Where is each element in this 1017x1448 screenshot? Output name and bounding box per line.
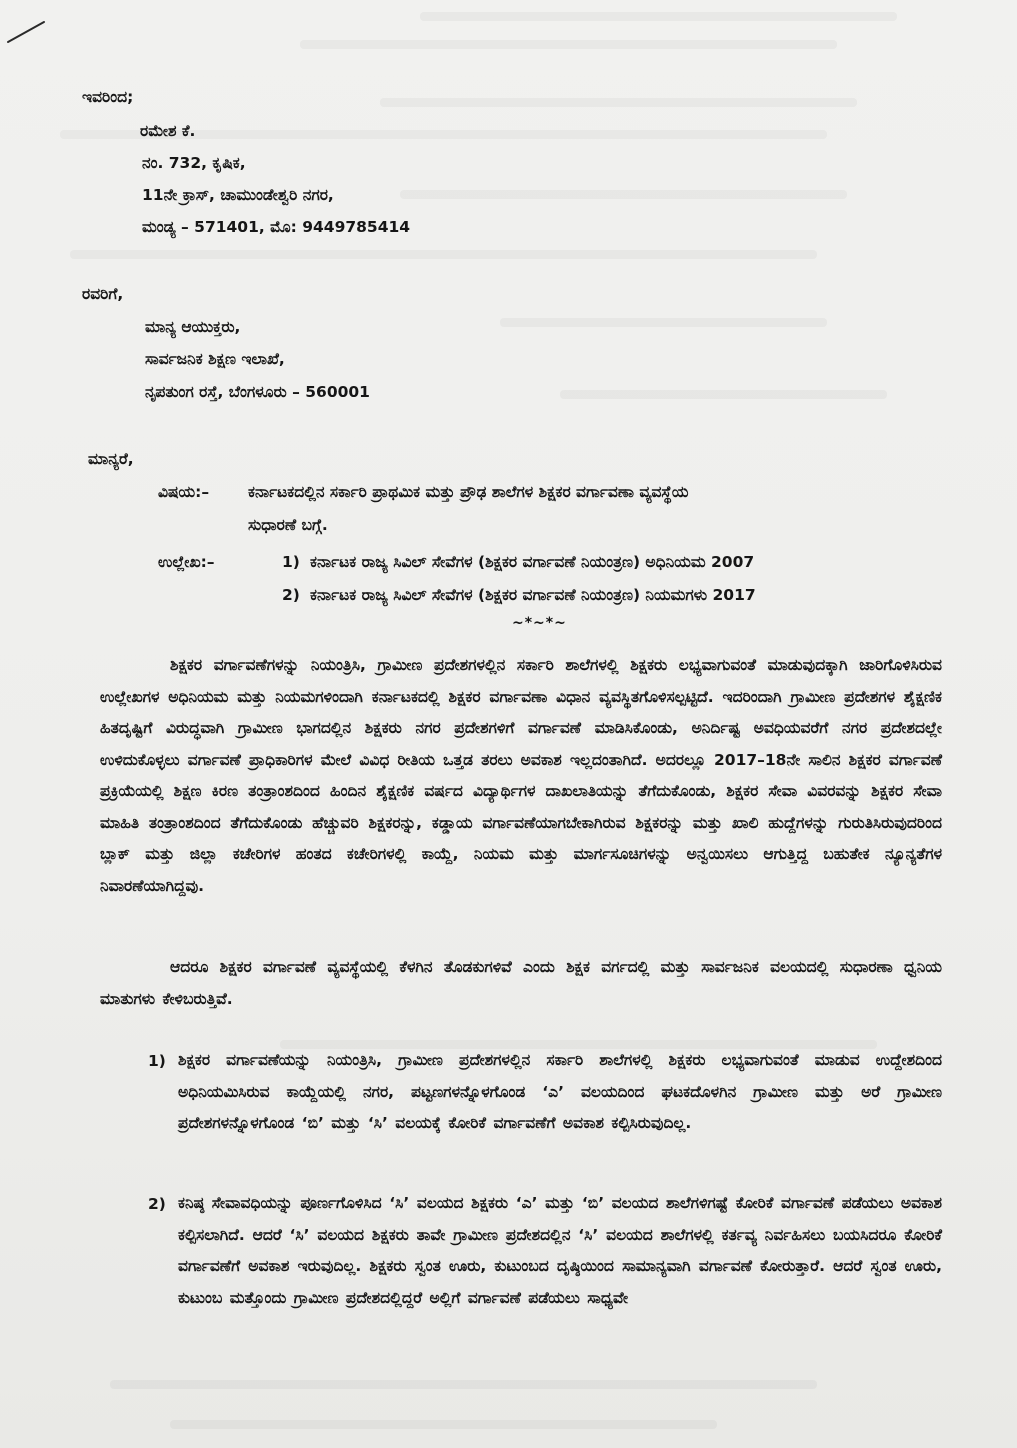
point-text-2: ಕನಿಷ್ಠ ಸೇವಾವಧಿಯನ್ನು ಪೂರ್ಣಗೊಳಿಸಿದ ‘ಸಿ’ ವಲಯದ ಶಿಕ್ಷಕರು ‘ಎ’ ಮತ್ತು ‘ಬಿ’ ವಲಯದ ಶಾಲೆಗಳಿಗಷ್ಟೆ ಕೋರಿಕೆ ವರ್ಗಾವಣೆ ಪಡೆಯಲು ಅವಕಾಶ ಕಲ್ಪಿಸಲಾಗಿದೆ. ಆದರೆ ‘ಸಿ’ ವಲಯದ ಶಿಕ್ಷಕರು ತಾವೇ ಗ್ರಾಮೀಣ ಪ್ರದೇಶದಲ್ಲಿನ ‘ಸಿ’ ವಲಯದ ಶಾಲೆಗಳಲ್ಲಿ ಕರ್ತವ್ಯ ನಿರ್ವಹಿಸಲು ಬಯಸಿದರೂ ಕೋರಿಕೆ ವರ್ಗಾವಣೆಗೆ ಅವಕಾಶ ಇರುವುದಿಲ್ಲ. ಶಿಕ್ಷಕರು ಸ್ವಂತ ಊರು, ಕುಟುಂಬದ ದೃಷ್ಠಿಯಿಂದ ಸಾಮಾನ್ಯವಾಗಿ ವರ್ಗಾವಣೆ ಕೋರುತ್ತಾರೆ. ಆದರೆ ಸ್ವಂತ ಊರು, ಕುಟುಂಬ ಮತ್ತೊಂದು ಗ್ರಾಮೀಣ ಪ್ರದೇಶದಲ್ಲಿದ್ದರೆ ಅಲ್ಲಿಗೆ ವರ್ಗಾವಣೆ ಪಡೆಯಲು ಸಾಧ್ಯವೇ [178, 1194, 942, 1307]
show-through-line [420, 12, 897, 21]
show-through-line [500, 318, 827, 327]
body-paragraph-1: ಶಿಕ್ಷಕರ ವರ್ಗಾವಣೆಗಳನ್ನು ನಿಯಂತ್ರಿಸಿ, ಗ್ರಾಮೀಣ ಪ್ರದೇಶಗಳಲ್ಲಿನ ಸರ್ಕಾರಿ ಶಾಲೆಗಳಲ್ಲಿ ಶಿಕ್ಷಕರು ಲಭ್ಯವಾಗುವಂತೆ ಮಾಡುವುದಕ್ಕಾಗಿ ಜಾರಿಗೊಳಿಸಿರುವ ಉಲ್ಲೇಖಗಳ ಅಧಿನಿಯಮ ಮತ್ತು ನಿಯಮಗಳಿಂದಾಗಿ ಕರ್ನಾಟಕದಲ್ಲಿ ಶಿಕ್ಷಕರ ವರ್ಗಾವಣಾ ವಿಧಾನ ವ್ಯವಸ್ಥಿತಗೊಳಿಸಲ್ಪಟ್ಟಿದೆ. ಇದರಿಂದಾಗಿ ಗ್ರಾಮೀಣ ಪ್ರದೇಶಗಳ ಶೈಕ್ಷಣಿಕ ಹಿತದೃಷ್ಟಿಗೆ ವಿರುದ್ಧವಾಗಿ ಗ್ರಾಮೀಣ ಭಾಗದಲ್ಲಿನ ಶಿಕ್ಷಕರು ನಗರ ಪ್ರದೇಶಗಳಿಗೆ ವರ್ಗಾವಣೆ ಮಾಡಿಸಿಕೊಂಡು, ಅನಿರ್ದಿಷ್ಟ ಅವಧಿಯವರೆಗೆ ನಗರ ಪ್ರದೇಶದಲ್ಲೇ ಉಳಿದುಕೊಳ್ಳಲು ವರ್ಗಾವಣೆ ಪ್ರಾಧಿಕಾರಿಗಳ ಮೇಲೆ ವಿವಿಧ ರೀತಿಯ ಒತ್ತಡ ತರಲು ಅವಕಾಶ ಇಲ್ಲದಂತಾಗಿದೆ. ಅದರಲ್ಲೂ 2017–18ನೇ ಸಾಲಿನ ಶಿಕ್ಷಕರ ವರ್ಗಾವಣೆ ಪ್ರಕ್ರಿಯೆಯಲ್ಲಿ ಶಿಕ್ಷಣ ಕಿರಣ ತಂತ್ರಾಂಶದಿಂದ ಹಿಂದಿನ ಶೈಕ್ಷಣಿಕ ವರ್ಷದ ವಿದ್ಯಾರ್ಥಿಗಳ ದಾಖಲಾತಿಯನ್ನು ತೆಗೆದುಕೊಂಡು, ಶಿಕ್ಷಕರ ಸೇವಾ ವಿವರವನ್ನು ಶಿಕ್ಷಕರ ಸೇವಾ ಮಾಹಿತಿ ತಂತ್ರಾಂಶದಿಂದ ತೆಗೆದುಕೊಂಡು ಹೆಚ್ಚುವರಿ ಶಿಕ್ಷಕರನ್ನು, ಕಡ್ಡಾಯ ವರ್ಗಾವಣೆಯಾಗಬೇಕಾಗಿರುವ ಶಿಕ್ಷಕರನ್ನು ಮತ್ತು ಖಾಲಿ ಹುದ್ದೆಗಳನ್ನು ಗುರುತಿಸಿರುವುದರಿಂದ ಬ್ಲಾಕ್ ಮತ್ತು ಜಿಲ್ಲಾ ಕಚೇರಿಗಳ ಹಂತದ ಕಚೇರಿಗಳಲ್ಲಿ ಕಾಯ್ದೆ, ನಿಯಮ ಮತ್ತು ಮಾರ್ಗಸೂಚಿಗಳನ್ನು ಅನ್ವಯಿಸಲು ಆಗುತ್ತಿದ್ದ ಬಹುತೇಕ ನ್ಯೂನ್ಯತೆಗಳ ನಿವಾರಣೆಯಾಗಿದ್ದವು. [100, 656, 942, 895]
show-through-line [300, 40, 837, 49]
subject-line2: ಸುಧಾರಣೆ ಬಗ್ಗೆ. [248, 516, 328, 534]
show-through-line [380, 98, 857, 107]
subject-label: ವಿಷಯ:– [158, 483, 210, 501]
recipient-department: ಸಾರ್ವಜನಿಕ ಶಿಕ್ಷಣ ಇಲಾಖೆ, [145, 350, 285, 368]
sender-address-line3: ಮಂಡ್ಯ – 571401, ಮೊ: 9449785414 [142, 218, 411, 236]
show-through-line [110, 1380, 817, 1389]
reference-text-1: ಕರ್ನಾಟಕ ರಾಜ್ಯ ಸಿವಿಲ್ ಸೇವೆಗಳ (ಶಿಕ್ಷಕರ ವರ್ಗಾವಣೆ ನಿಯಂತ್ರಣ) ಅಧಿನಿಯಮ 2007 [310, 553, 755, 571]
recipient-address: ನೃಪತುಂಗ ರಸ್ತೆ, ಬೆಂಗಳೂರು – 560001 [145, 383, 370, 401]
separator: ~*~*~ [512, 615, 567, 631]
reference-num-2: 2) [282, 586, 300, 604]
recipient-designation: ಮಾನ್ಯ ಆಯುಕ್ತರು, [145, 318, 241, 336]
sender-address-line2: 11ನೇ ಕ್ರಾಸ್, ಚಾಮುಂಡೇಶ್ವರಿ ನಗರ, [142, 186, 334, 204]
show-through-line [560, 390, 887, 399]
show-through-line [400, 190, 847, 199]
salutation: ಮಾನ್ಯರೆ, [88, 450, 134, 468]
sender-address-line1: ನಂ. 732, ಕೃಷಿಕ, [142, 154, 246, 172]
sender-name: ರಮೇಶ ಕೆ. [140, 122, 196, 140]
to-label: ರವರಿಗೆ, [82, 285, 124, 303]
reference-label: ಉಲ್ಲೇಖ:– [158, 553, 215, 571]
from-label: ಇವರಿಂದ; [82, 88, 134, 106]
show-through-line [170, 1420, 717, 1429]
body-paragraph-2: ಆದರೂ ಶಿಕ್ಷಕರ ವರ್ಗಾವಣೆ ವ್ಯವಸ್ಥೆಯಲ್ಲಿ ಕೆಳಗಿನ ತೊಡಕುಗಳಿವೆ ಎಂದು ಶಿಕ್ಷಕ ವರ್ಗದಲ್ಲಿ ಮತ್ತು ಸಾರ್ವಜನಿಕ ವಲಯದಲ್ಲಿ ಸುಧಾರಣಾ ಧ್ವನಿಯ ಮಾತುಗಳು ಕೇಳಿಬರುತ್ತಿವೆ. [100, 958, 942, 1008]
point-text-1: ಶಿಕ್ಷಕರ ವರ್ಗಾವಣೆಯನ್ನು ನಿಯಂತ್ರಿಸಿ, ಗ್ರಾಮೀಣ ಪ್ರದೇಶಗಳಲ್ಲಿನ ಸರ್ಕಾರಿ ಶಾಲೆಗಳಲ್ಲಿ ಶಿಕ್ಷಕರು ಲಭ್ಯವಾಗುವಂತೆ ಮಾಡುವ ಉದ್ದೇಶದಿಂದ ಅಧಿನಿಯಮಿಸಿರುವ ಕಾಯ್ದೆಯಲ್ಲಿ ನಗರ, ಪಟ್ಟಣಗಳನ್ನೊಳಗೊಂಡ ‘ಎ’ ವಲಯದಿಂದ ಘಟಕದೊಳಗಿನ ಗ್ರಾಮೀಣ ಮತ್ತು ಅರೆ ಗ್ರಾಮೀಣ ಪ್ರದೇಶಗಳನ್ನೊಳಗೊಂಡ ‘ಬಿ’ ಮತ್ತು ‘ಸಿ’ ವಲಯಕ್ಕೆ ಕೋರಿಕೆ ವರ್ಗಾವಣೆಗೆ ಅವಕಾಶ ಕಲ್ಪಿಸಿರುವುದಿಲ್ಲ. [178, 1051, 942, 1132]
subject-line1: ಕರ್ನಾಟಕದಲ್ಲಿನ ಸರ್ಕಾರಿ ಪ್ರಾಥಮಿಕ ಮತ್ತು ಪ್ರೌಢ ಶಾಲೆಗಳ ಶಿಕ್ಷಕರ ವರ್ಗಾವಣಾ ವ್ಯವಸ್ಥೆಯ [248, 483, 689, 501]
point-num-1: 1) [148, 1052, 166, 1070]
reference-num-1: 1) [282, 553, 300, 571]
pen-stroke-icon [4, 18, 48, 46]
point-num-2: 2) [148, 1195, 166, 1213]
show-through-line [70, 250, 817, 259]
reference-text-2: ಕರ್ನಾಟಕ ರಾಜ್ಯ ಸಿವಿಲ್ ಸೇವೆಗಳ (ಶಿಕ್ಷಕರ ವರ್ಗಾವಣೆ ನಿಯಂತ್ರಣ) ನಿಯಮಗಳು 2017 [310, 586, 756, 604]
